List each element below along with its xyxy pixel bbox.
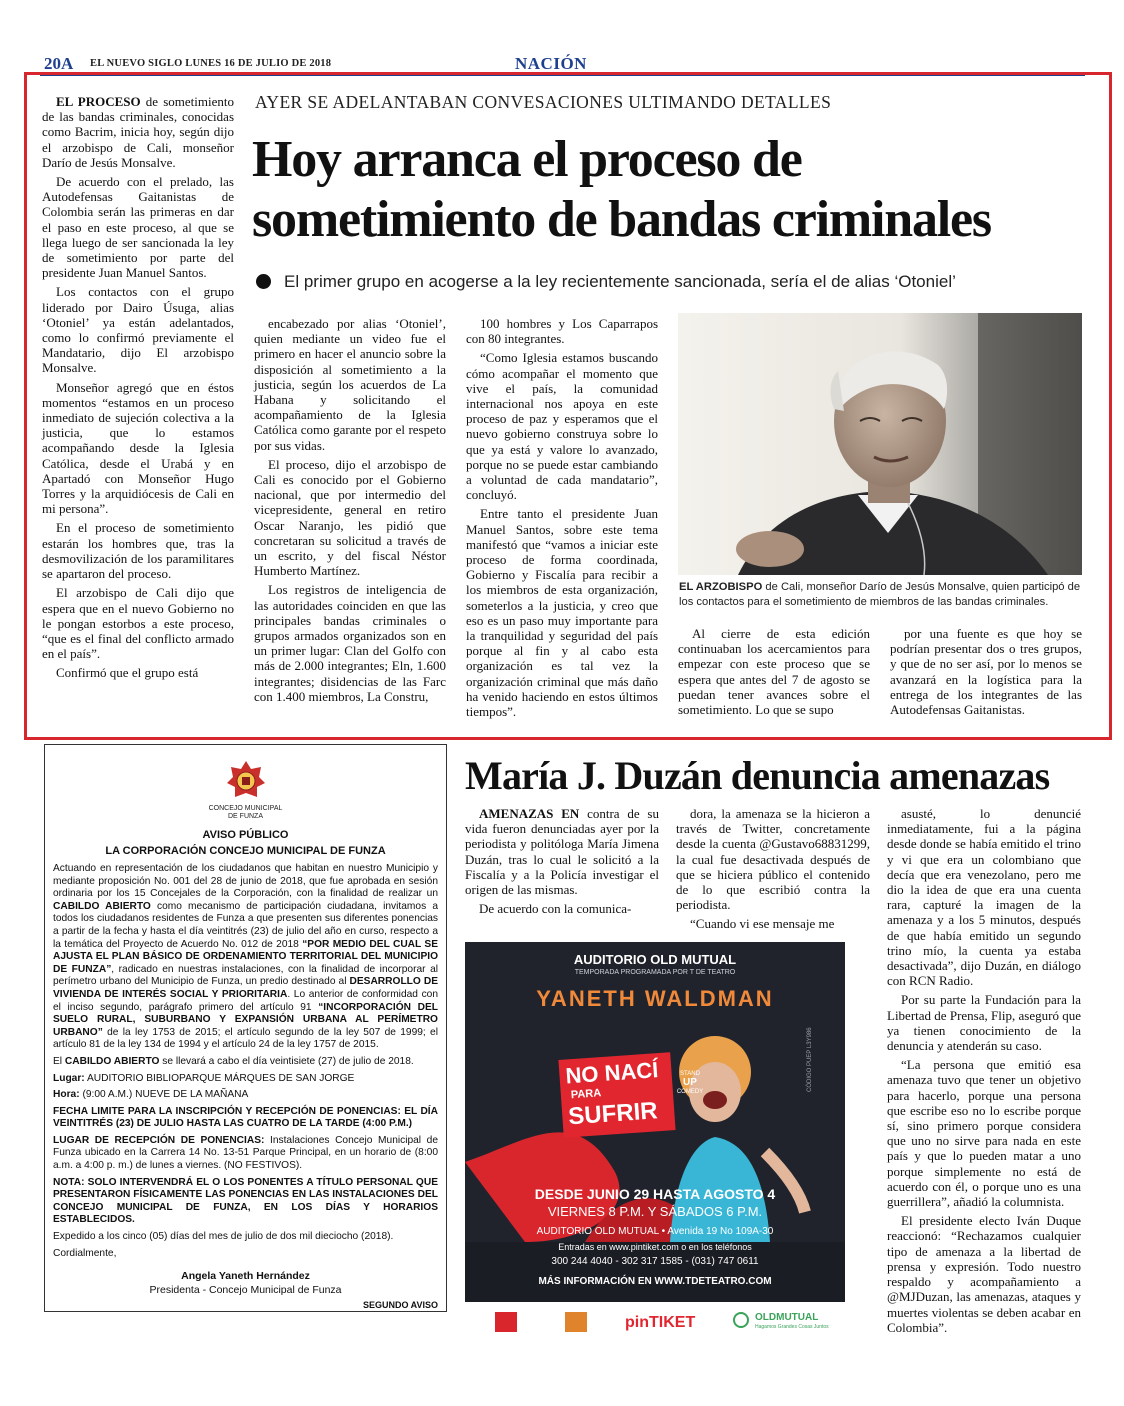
- pintiket-logo: pinTIKET: [625, 1314, 696, 1331]
- paragraph-text: Los registros de inteligencia de las autoridades coinciden en que las principales bandas criminales o grupos armados organizados son en un primer lugar: Clan del Golfo con más de 2.000 integrantes; Eln, 1.600 integrantes; disidencias de las Farc con 1.400 miembros, La Constru,: [254, 582, 446, 704]
- paragraph-text: En el proceso de sometimiento estarán los hombres que, tras la desmovilización de los paramilitares se apartaron del proceso.: [42, 520, 234, 582]
- notice-paragraph-2: El CABILDO ABIERTO se llevará a cabo el día veintisiete (27) de julio de 2018.: [53, 1055, 414, 1067]
- paragraph: [887, 806, 1081, 988]
- paragraph-text: El presidente electo Iván Duque reaccionó: “Rechazamos cualquier tipo de amenaza a la libertad de prensa y expresión. Todo nuestro respaldo y acompañamiento a @MJDuzan, las amenazas, ataques y muertes violentas se deben acabar en Colombia”.: [887, 1213, 1081, 1335]
- article2-column-2: [676, 806, 870, 936]
- article2-column-1: [465, 806, 659, 920]
- paragraph: [42, 585, 234, 661]
- article-column-5: [890, 626, 1082, 721]
- paragraph: [887, 992, 1081, 1053]
- paragraph: [42, 94, 234, 170]
- seal-name-line-1: CONCEJO MUNICIPAL: [208, 805, 283, 812]
- paragraph: [887, 1057, 1081, 1209]
- show-title-line-3: SUFRIR: [567, 1097, 659, 1131]
- standup-badge: [675, 1070, 705, 1096]
- paragraph: [890, 626, 1082, 717]
- notice-paragraph-1: Actuando en representación de los ciudadanos que habitan en nuestro Municipio y mediante proposición No. 001 del 28 de junio de 2018, que fue aprobada en sesión ordinaria por los 15 Concejales de la Corporación, con la finalidad de realizar un CABILDO ABIERTO como mecanismo de participación ciudadana, invitamos a todos los ciudadanos residentes de Funza a que presenten sus diferentes ponencias a partir de la fecha y hasta el día veintitrés (23) de julio del año en curso, respecto a la temática del Proyecto de Acuerdo No. 012 de 2018 “POR MEDIO DEL CUAL SE AJUSTA EL PLAN BÁSICO DE ORDENAMIENTO TERRITORIAL DEL MUNICIPIO DE FUNZA”, radicado en nuestras instalaciones, con la finalidad de incorporar al perímetro urbano del Municipio de Funza, un predio destinado al DESARROLLO DE VIVIENDA DE INTERÉS SOCIAL Y PRIORITARIA. Lo anterior de conformidad con el inciso segundo, parágrafo primero del artículo 91 “INCORPORACIÓN DEL SUELO RURAL, SUBURBANO Y EXPANSIÓN URBANA AL PERÍMETRO URBANO” de la ley 1753 de 2015; el artículo segundo de la ley 507 de 1999; el artículo 81 de la ley 134 de 1994 y el artículo 24 de la ley 1757 de 2015.: [53, 863, 439, 1051]
- notice-header: [53, 759, 438, 857]
- notice-closing: Cordialmente,: [53, 1247, 117, 1259]
- seal-name: [53, 805, 438, 821]
- page-number: 20A: [44, 54, 74, 73]
- seal-name-line-2: DE FUNZA: [228, 813, 263, 820]
- subhead-text: El primer grupo en acogerse a la ley recientemente sancionada, sería el de alias ‘Otoniel’: [284, 272, 956, 291]
- notice-note: NOTA: SOLO INTERVENDRÁ EL O LOS PONENTES A TÍTULO PERSONAL QUE PRESENTARON FÍSICAMENTE LAS PONENCIAS EN LAS INSTALACIONES DEL CONCEJO MUNICIPAL DE FUNZA, EN LOS DÍAS Y HORARIOS ESTABLECIDOS.: [53, 1176, 438, 1226]
- article-headline: [252, 130, 1092, 250]
- article-column-4: [678, 626, 870, 721]
- notice-subtitle: LA CORPORACIÓN CONCEJO MUNICIPAL DE FUNZA: [105, 845, 386, 857]
- ticket-info: Entradas en www.pintiket.com o en los teléfonos: [558, 1242, 752, 1252]
- paragraph: [42, 284, 234, 375]
- notice-issued: Expedido a los cinco (05) días del mes de julio de dos mil dieciocho (2018).: [53, 1231, 394, 1243]
- paragraph-text: El proceso, dijo el arzobispo de Cali es conocido por el Gobierno nacional, que por intermedio del vicepresidente, general en retiro Oscar Naranjo, les pidió que concretaran su solicitud a través de un escrito, y del fiscal Néstor Humberto Martínez.: [254, 456, 446, 579]
- paragraph-lead: EL PROCESO: [56, 94, 141, 109]
- notice-title: AVISO PÚBLICO: [202, 829, 289, 841]
- more-info: MÁS INFORMACIÓN EN WWW.TDETEATRO.COM: [538, 1276, 772, 1287]
- paragraph-text: 100 hombres y Los Caparrapos con 80 integrantes.: [466, 316, 658, 347]
- paragraph-text: dora, la amenaza se la hicieron a través de Twitter, concretamente desde la cuenta @Gustavo68831299, la cual fue desactivada después de que se hiciera público el contenido de lo que escribió contra la periodista.: [676, 806, 870, 913]
- paragraph-text: de sometimiento de las bandas criminales, conocidas como Bacrim, inicia hoy, según dijo el arzobispo de Cali, monseñor Darío de Jesús Monsalve.: [42, 94, 235, 170]
- caption-lead: EL ARZOBISPO: [679, 581, 763, 593]
- paragraph-text: Monseñor agregó que en éstos momentos “estamos en un proceso inmediato de sujeción colectiva a la justicia, que lo estamos acompañando desde la Iglesia Católica, desde el Urabá y en Apartadó con Monseñor Hugo Torres y la arquidiócesis de Cali en mi persona”.: [42, 379, 234, 517]
- paragraph-text: De acuerdo con el prelado, las Autodefensas Gaitanistas de Colombia serán las primeras en dar el paso en este proceso, al que se llega luego de ser sancionada la ley de sometimiento por parte del presidente Juan Manuel Santos.: [42, 174, 234, 281]
- notice-reception: LUGAR DE RECEPCIÓN DE PONENCIAS: Instalaciones Concejo Municipal de Funza ubicado en la Carrera 14 No. 13-51 Parque Principal, en un horario de (8:00 a.m. a 4:00 p. m.) de lunes a viernes. (NO FESTIVOS).: [53, 1134, 438, 1172]
- headline-line-1: Hoy arranca el proceso de: [252, 131, 802, 188]
- notice-deadline: FECHA LIMITE PARA LA INSCRIPCIÓN Y RECEPCIÓN DE PONENCIAS: EL DÍA VEINTITRÉS (23) DE JULIO HASTA LAS CUATRO DE LA TARDE (4:00 P.M.): [53, 1105, 438, 1130]
- paragraph: [678, 626, 870, 717]
- standup-line-3: COMEDY: [676, 1089, 704, 1095]
- paragraph: [466, 350, 658, 502]
- performer-name: YANETH WALDMAN: [536, 986, 774, 1011]
- oldmutual-logo-text: OLDMUTUAL: [755, 1312, 819, 1323]
- paragraph-text: “Como Iglesia estamos buscando cómo acompañar el momento que vive el país, la comunidad internacional nos apoya en este proceso de paz y esperamos que el nuevo gobierno construya sobre lo que ya está y valore lo avanzado, porque no se puede estar cambiando a voluntad de cada mandatario”, concluyó.: [466, 350, 658, 503]
- paragraph: [42, 665, 234, 680]
- paragraph-text: Por su parte la Fundación para la Libertad de Prensa, Flip, aseguró que ya tienen conocimiento de la denuncia y atenderán su caso.: [887, 992, 1081, 1054]
- ticket-phones: 300 244 4040 - 302 317 1585 - (031) 747 0611: [551, 1256, 759, 1267]
- article-column-1: [42, 94, 234, 685]
- paragraph-text: por una fuente es que hoy se podrían presentar dos o tres grupos, y que de no ser así, por lo menos se avanzará en la logística para la entrega de los integrantes de las Autodefensas Gaitanistas.: [890, 626, 1082, 718]
- paragraph-lead: AMENAZAS EN: [479, 806, 580, 821]
- show-dates: DESDE JUNIO 29 HASTA AGOSTO 4: [534, 1186, 776, 1202]
- section-name: NACIÓN: [515, 54, 587, 73]
- paragraph: [254, 582, 446, 704]
- article2-headline: María J. Duzán denuncia amenazas: [465, 753, 1050, 798]
- paragraph-text: “Cuando vi ese mensaje me: [690, 916, 835, 932]
- paragraph: [254, 316, 446, 453]
- show-title-line-2: PARA: [570, 1087, 602, 1102]
- sponsor-logos: [465, 1306, 845, 1342]
- paragraph: [42, 380, 234, 517]
- venue-title: AUDITORIO OLD MUTUAL: [573, 952, 737, 967]
- show-times: VIERNES 8 P.M. Y SÁBADOS 6 P.M.: [547, 1204, 763, 1219]
- paragraph-text: Confirmó que el grupo está: [56, 665, 199, 681]
- sponsor-logo-1-icon: [495, 1312, 517, 1332]
- article-subhead: [256, 272, 1086, 292]
- paragraph: [676, 916, 870, 931]
- paragraph: [466, 316, 658, 346]
- signer-role: Presidenta - Concejo Municipal de Funza: [149, 1284, 342, 1297]
- notice-time: Hora: (9:00 A.M.) NUEVE DE LA MAÑANA: [53, 1089, 249, 1101]
- standup-line-1: STAND: [680, 1071, 700, 1077]
- paragraph: [466, 506, 658, 719]
- article-column-2: [254, 316, 446, 708]
- ad-side-code: CÓDIGO PUEP L3Y986: [807, 1027, 813, 1092]
- paragraph: [254, 457, 446, 579]
- masthead-date: EL NUEVO SIGLO LUNES 16 DE JULIO DE 2018: [90, 58, 332, 69]
- paragraph: [465, 901, 659, 916]
- paragraph: [42, 174, 234, 280]
- venue-address: AUDITORIO OLD MUTUAL • Avenida 19 No 109A-30: [536, 1226, 774, 1237]
- paragraph-text: Al cierre de esta edición continuaban los acercamientos para empezar con este proceso que se espera que antes del 7 de agosto se puedan tener avances sobre el sometimiento. Lo que se supo: [678, 626, 870, 718]
- paragraph-text: contra de su vida fueron denunciadas ayer por la periodista y politóloga María Jimena Duzán, tras lo cual le solicitó a la Fiscalía y a la Policía investigar el origen de las mismas.: [465, 806, 659, 898]
- signer-name: Angela Yaneth Hernández: [181, 1270, 310, 1283]
- paragraph-text: “La persona que emitió esa amenaza tuvo que tener un objetivo para hacerlo, porque una persona que escribe eso no lo escribe porque sí, sino primero porque considera que uno no sirve para nada en este país y que lo pueden matar a uno porque simplemente no está de acuerdo con él, o porque uno es una guerrillera”, añadió la columnista.: [887, 1057, 1081, 1210]
- paragraph-text: asusté, lo denuncié inmediatamente, fui a la página desde donde se había emitido el trino y vi que era un colombiano que decía que era venezolano, pero me dio la idea de que era una cuenta rara, capturé la imagen de la amenaza y a los 5 minutos, después de que había emitido un segundo trino mío, la cuenta ya estaba desactivada”, dijo Duzán, en diálogo con RCN Radio.: [887, 806, 1081, 989]
- notice-place: Lugar: AUDITORIO BIBLIOPARQUE MÁRQUES DE SAN JORGE: [53, 1072, 355, 1084]
- oldmutual-logo-icon: [733, 1312, 749, 1328]
- paragraph: [465, 806, 659, 897]
- paragraph: [42, 520, 234, 581]
- oldmutual-tagline: Hagamos Grandes Cosas Juntos: [755, 1324, 829, 1330]
- paragraph-text: Los contactos con el grupo liderado por Dairo Úsuga, alias ‘Otoniel’ ya están adelantados, como lo confirmó previamente el Mandatario, dijo El arzobispo Monsalve.: [42, 284, 234, 376]
- bullet-icon: [256, 274, 271, 289]
- paragraph-text: Entre tanto el presidente Juan Manuel Santos, sobre este tema manifestó que “vamos a iniciar este proceso de forma coordinada, Gobierno y Fiscalía para recibir a los miembros de esta organización, someterlos a la justicia, y creo que eso es un paso muy importante para la tranquilidad y seguridad del país porque al fin y al cabo esta organización es tal vez la organización criminal que más daño ha venido haciendo en estos últimos tiempos”.: [466, 506, 658, 720]
- theatre-advertisement: [465, 942, 845, 1302]
- second-notice-label: SEGUNDO AVISO: [362, 1300, 438, 1311]
- archbishop-photo: [678, 313, 1082, 575]
- standup-line-2: UP: [683, 1077, 697, 1088]
- article-column-3: [466, 316, 658, 723]
- show-title-line-1: NO NACÍ: [564, 1057, 660, 1089]
- portrait-illustration: [678, 313, 1082, 575]
- photo-caption: [679, 580, 1083, 610]
- public-notice-box: [44, 744, 447, 1312]
- paragraph-text: De acuerdo con la comunica-: [479, 901, 632, 917]
- paragraph: [676, 806, 870, 912]
- council-seal-icon: [225, 759, 267, 803]
- show-title-badge: [558, 1052, 675, 1138]
- headline-line-2: sometimiento de bandas criminales: [252, 191, 991, 248]
- paragraph-text: encabezado por alias ‘Otoniel’, quien mediante un video fue el primero en hacer el anuncio sobre la disposición al sometimiento a la justicia, según los acuerdos de La Habana y solicitando el acompañamiento de la Iglesia Católica como garante por el respeto por sus vidas.: [254, 316, 446, 453]
- article-kicker: AYER SE ADELANTABAN CONVESACIONES ULTIMANDO DETALLES: [255, 92, 832, 112]
- venue-subtitle: TEMPORADA PROGRAMADA POR T DE TEATRO: [574, 969, 736, 976]
- article2-column-3: [887, 806, 1081, 1339]
- paragraph: [887, 1213, 1081, 1335]
- sponsor-logo-2-icon: [565, 1312, 587, 1332]
- caption-text: de Cali, monseñor Darío de Jesús Monsalve, quien participó de los contactos para el sometimiento de miembros de las bandas criminales.: [679, 581, 1081, 608]
- paragraph-text: El arzobispo de Cali dijo que espera que en el nuevo Gobierno no le pongan estorbos a este proceso, “que es el final del conflicto armado en el país”.: [42, 585, 234, 662]
